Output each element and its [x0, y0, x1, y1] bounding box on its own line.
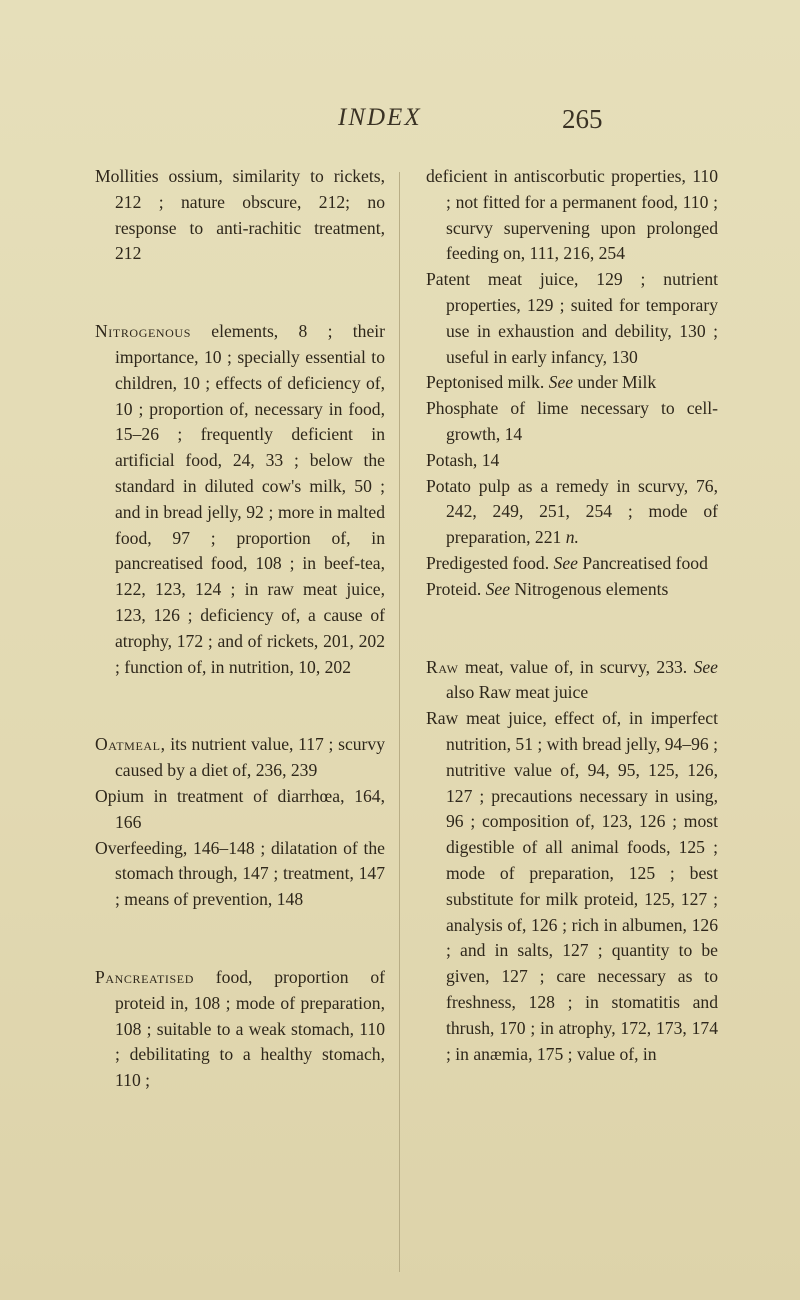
entry-text: its nutrient value, 117 ; scurvy caused by a diet of, 236, 239	[115, 734, 385, 781]
index-entry-overfeeding	[95, 836, 385, 913]
index-entry-peptonised-milk	[426, 370, 718, 396]
running-title: INDEX	[338, 104, 422, 131]
see-reference: See	[553, 552, 578, 573]
right-column	[426, 164, 718, 1067]
entry-text: Predigested food.	[426, 552, 554, 573]
see-reference: See	[485, 578, 511, 599]
entry-text: Opium in treatment of diarrhœa, 164, 166	[95, 785, 385, 832]
entry-text: deficient in antiscorbutic properties, 110 ; not fitted for a permanent food, 110 ; scurvy supervening upon prolonged feeding on, 111, 216, 254	[426, 166, 718, 264]
entry-text: Potash, 14	[426, 449, 500, 470]
entry-text: Potato pulp as a remedy in scurvy, 76, 242, 249, 251, 254 ; mode of preparation, 221	[426, 475, 718, 548]
index-entry-phosphate	[426, 396, 718, 448]
entry-text: Proteid.	[426, 578, 486, 599]
index-entry-mollities	[95, 164, 385, 267]
entry-text: Peptonised milk.	[426, 372, 549, 393]
index-entry-potato-pulp	[426, 474, 718, 551]
index-entry-proteid	[426, 577, 718, 603]
index-entry-nitrogenous	[95, 319, 385, 680]
see-reference: See	[548, 372, 574, 393]
entry-text: elements, 8 ; their importance, 10 ; specially essential to children, 10 ; effects of deficiency of, 10 ; proportion of, necessary in food, 15–26 ; frequently deficient in artificial food, 24, 33 ; below the standard in diluted cow's milk, 50 ; and in bread jelly, 92 ; more in malted food, 97 ; proportion of, in pancreatised food, 108 ; in beef-tea, 122, 123, 124 ; in raw meat juice, 123, 126 ; deficiency of, a cause of atrophy, 172 ; and of rickets, 201, 202 ; function of, in nutrition, 10, 202	[115, 321, 385, 677]
index-entry-potash	[426, 448, 718, 474]
index-entry-continuation	[426, 164, 718, 267]
index-entry-oatmeal	[95, 732, 385, 784]
index-entry-patent-meat-juice	[426, 267, 718, 370]
entry-text: meat, value of, in scurvy, 233.	[458, 656, 694, 677]
entry-text: Overfeeding, 146–148 ; dilatation of the stomach through, 147 ; treatment, 147 ; means of prevention, 148	[95, 837, 385, 910]
left-column	[95, 164, 385, 1094]
entry-lead: Oatmeal,	[95, 734, 166, 755]
page-number: 265	[562, 104, 603, 134]
entry-text: Patent meat juice, 129 ; nutrient properties, 129 ; suited for temporary use in exhaustion and debility, 130 ; useful in early infancy, 130	[426, 269, 718, 367]
entry-text: Pancreatised food	[577, 552, 708, 573]
index-entry-predigested-food	[426, 551, 718, 577]
entry-text: Raw meat juice, effect of, in imperfect nutrition, 51 ; with bread jelly, 94–96 ; nutritive value of, 94, 95, 125, 126, 127 ; precautions necessary in using, 96 ; composition of, 123, 126 ; most digestible of all animal foods, 125 ; mode of preparation, 125 ; best substitute for milk proteid, 125, 127 ; analysis of, 126 ; rich in albumen, 126 ; and in salts, 127 ; quantity to be given, 127 ; care necessary as to freshness, 128 ; in stomatitis and thrush, 170 ; in atrophy, 172, 173, 174 ; in anæmia, 175 ; value of, in	[426, 708, 719, 1064]
index-entry-opium	[95, 784, 385, 836]
index-entry-pancreatised	[95, 965, 385, 1094]
entry-text: food, proportion of proteid in, 108 ; mode of preparation, 108 ; suitable to a weak stomach, 110 ; debilitating to a healthy stomach, 110 ;	[115, 966, 385, 1091]
entry-lead: Raw	[426, 656, 459, 677]
entry-lead: Pancreatised	[95, 966, 194, 987]
index-entry-raw-meat-juice	[426, 706, 718, 1067]
column-divider	[399, 172, 400, 1272]
entry-text: Nitrogenous elements	[510, 578, 669, 599]
index-entry-raw-meat	[426, 655, 718, 707]
entry-text: also Raw meat juice	[446, 682, 589, 703]
entry-text: Mollities ossium, similarity to rickets, 212 ; nature obscure, 212; no response to anti-rachitic treatment, 212	[95, 166, 385, 264]
entry-text: Phosphate of lime necessary to cell-growth, 14	[426, 398, 718, 444]
page-header	[0, 104, 800, 144]
footnote-marker: n.	[565, 527, 579, 548]
entry-text: under Milk	[573, 372, 657, 393]
see-reference: See	[693, 656, 718, 677]
entry-lead: Nitrogenous	[95, 321, 191, 342]
